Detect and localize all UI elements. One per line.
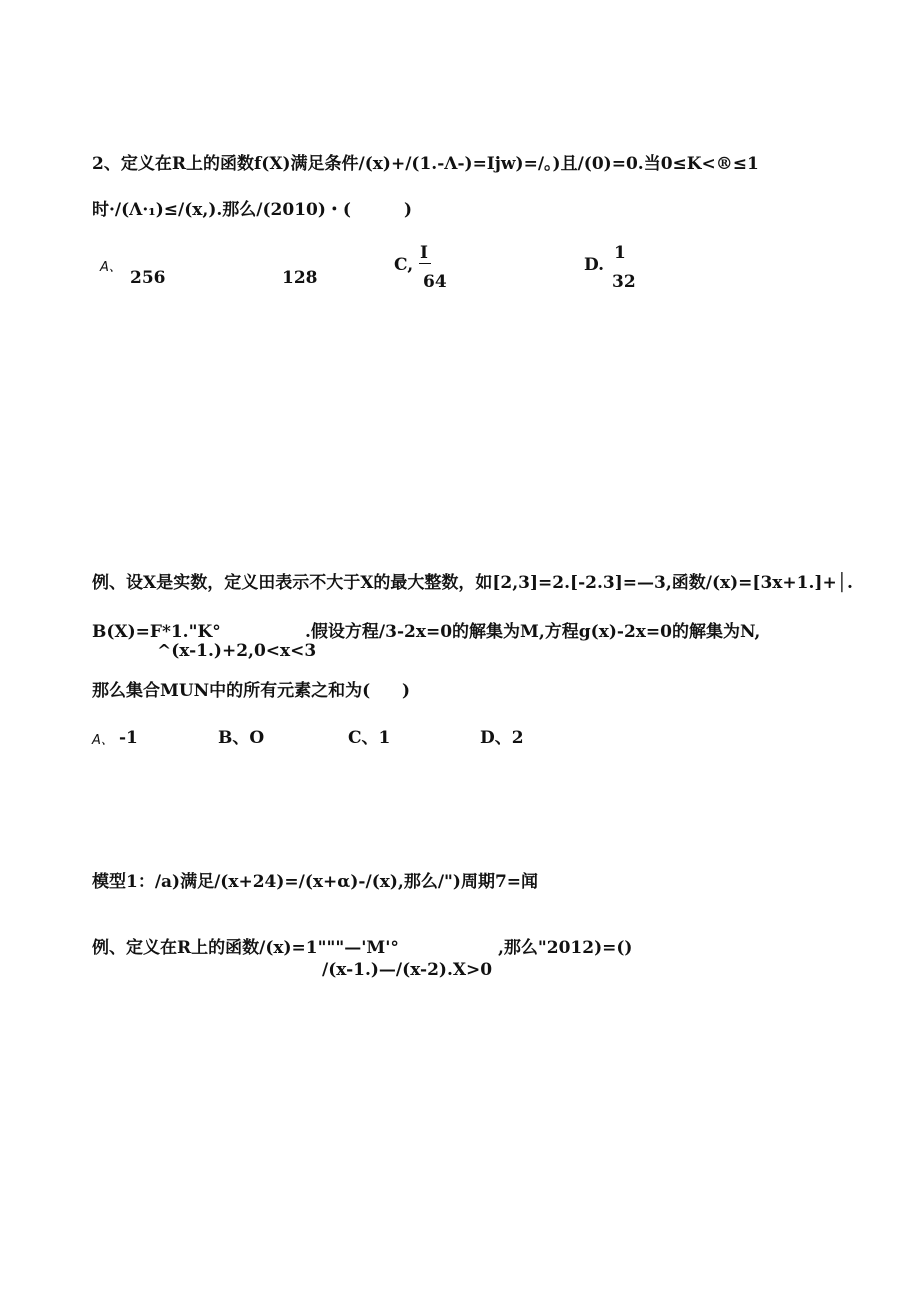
example-1-statement-line-2: .假设方程/3-2x=0的解集为M,方程g(x)-2x=0的解集为N, (305, 622, 761, 642)
problem-2-option-b-value: 128 (282, 268, 318, 288)
example-2-statement-line-1: 例、定义在R上的函数/(x)=1"""—'M'° (92, 938, 399, 958)
problem-2-statement-line-1: 2、定义在R上的函数f(X)满足条件/(x)+/(1.-Λ-)=Ijw)=/。)且/(0)=0.当0≤K<®≤1 (92, 154, 759, 174)
problem-2-option-d-letter: D. (584, 255, 605, 275)
example-1-piecewise-bottom: ^(x-1.)+2,0<x<3 (157, 641, 317, 661)
example-1-option-b: B、O (218, 728, 265, 748)
problem-2-option-d-numerator: 1 (614, 243, 626, 263)
example-1-option-c: C、1 (348, 728, 391, 748)
problem-2-option-d-denominator: 32 (612, 272, 636, 292)
problem-2-option-c-numerator: I (420, 243, 428, 263)
problem-2-option-a-letter: A、 (100, 260, 122, 275)
problem-2-option-c-fraction-bar (419, 263, 431, 264)
problem-2-option-c-denominator: 64 (423, 272, 447, 292)
example-1-option-a-letter: A、 (92, 733, 114, 748)
problem-2-statement-line-2: 时·/(Λ·₁)≤/(x,).那么/(2010)・( (92, 200, 351, 220)
problem-2-option-c-letter: C, (394, 255, 414, 275)
problem-2-option-a-value: 256 (130, 268, 166, 288)
example-1-answer-bracket-close: ) (402, 681, 411, 701)
example-1-option-a-value: -1 (119, 728, 138, 748)
model-1-statement: 模型1：/a)满足/(x+24)=/(x+α)-/(x),那么/")周期7=闻 (92, 872, 539, 892)
example-1-option-d: D、2 (480, 728, 524, 748)
example-1-piecewise-top: B(X)=F*1."K° (92, 622, 221, 642)
example-2-statement-tail: ,那么"2012)=() (498, 938, 633, 958)
example-1-statement-line-1: 例、设X是实数，定义田表示不大于X的最大整数，如[2,3]=2.[-2.3]=—3,函数/(x)=[3x+1.]+│. (92, 573, 853, 593)
example-1-question: 那么集合MUN中的所有元素之和为( (92, 681, 371, 701)
example-2-piecewise-bottom: /(x-1.)—/(x-2).X>0 (322, 960, 493, 980)
problem-2-answer-bracket-close: ) (404, 200, 413, 220)
